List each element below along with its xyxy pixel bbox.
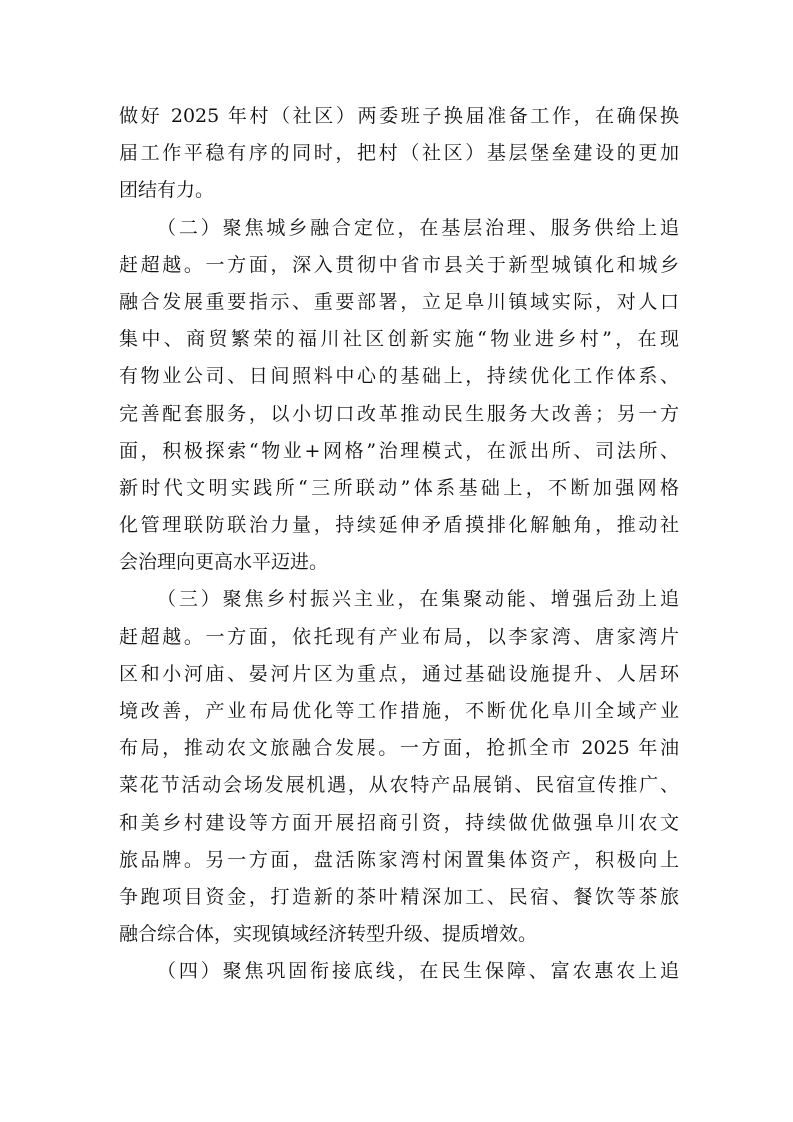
text-line: 赶超越。一方面，深入贯彻中省市县关于新型城镇化和城乡 [119,253,679,276]
text-line: 融合发展重要指示、重要部署，立足阜川镇域实际，对人口 [119,290,679,313]
section-heading-line: （四）聚焦巩固衔接底线，在民生保障、富农惠农上追 [157,960,679,983]
section-heading-line: （三）聚焦乡村振兴主业，在集聚动能、增强后劲上追 [157,588,679,611]
section-heading-line: （二）聚焦城乡融合定位，在基层治理、服务供给上追 [157,216,679,239]
text-line: 届工作平稳有序的同时，把村（社区）基层堡垒建设的更加 [119,142,679,165]
text-line: 和美乡村建设等方面开展招商引资，持续做优做强阜川农文 [119,811,679,834]
text-line: 旅品牌。另一方面，盘活陈家湾村闲置集体资产，积极向上 [119,848,679,871]
text-line: 赶超越。一方面，依托现有产业布局，以李家湾、唐家湾片 [119,625,679,648]
text-line: 新时代文明实践所“三所联动”体系基础上，不断加强网格 [119,476,679,499]
text-line: 做好 2025 年村（社区）两委班子换届准备工作，在确保换 [119,105,679,127]
text-line: 菜花节活动会场发展机遇，从农特产品展销、民宿宣传推广、 [119,774,679,797]
text-line: 团结有力。 [119,179,215,202]
document-body [119,98,679,991]
text-line: 化管理联防联治力量，持续延伸矛盾摸排化解触角，推动社 [119,514,679,537]
text-line: 完善配套服务，以小切口改革推动民生服务大改善；另一方 [119,402,679,425]
text-line: 融合综合体，实现镇域经济转型升级、提质增效。 [119,923,538,946]
text-line: 布局，推动农文旅融合发展。一方面，抢抓全市 2025 年油 [119,737,679,760]
text-line: 会治理向更高水平迈进。 [119,551,329,574]
text-line: 面，积极探索“物业+网格”治理模式，在派出所、司法所、 [119,439,679,462]
text-line: 境改善，产业布局优化等工作措施，不断优化阜川全域产业 [119,700,679,722]
text-line: 争跑项目资金，打造新的茶叶精深加工、民宿、餐饮等茶旅 [119,885,679,908]
text-line: 集中、商贸繁荣的福川社区创新实施“物业进乡村”，在现 [119,328,679,351]
text-line: 有物业公司、日间照料中心的基础上，持续优化工作体系、 [119,365,679,388]
text-line: 区和小河庙、晏河片区为重点，通过基础设施提升、人居环 [119,662,679,685]
